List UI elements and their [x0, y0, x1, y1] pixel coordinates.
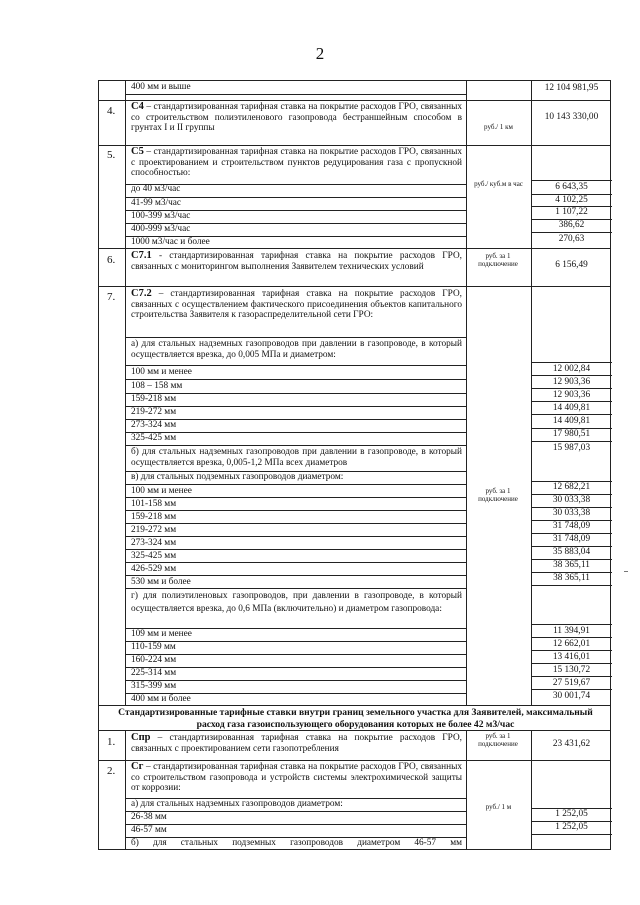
c72-line [125, 536, 466, 537]
c72-line [531, 375, 612, 376]
c72-c-value: 38 365,11 [553, 573, 590, 583]
c72-line [125, 406, 466, 407]
c72-c-value: 30 033,38 [552, 508, 591, 518]
c72-line [125, 419, 466, 420]
spr-text: – стандартизированная тарифная ставка на покрытие расходов ГРО, связанных с проектированием сети газопотребления [131, 733, 462, 754]
c72-d-value: 11 394,91 [553, 626, 590, 636]
c72-line [125, 379, 466, 380]
cg-unit: руб./ 1 м [485, 803, 512, 811]
c72-line [125, 680, 466, 681]
c4-text: – стандартизированная тарифная ставка на покрытие расходов ГРО, связанных со строительством полиэтиленового газопровода бестраншейным способом в грунтах I и II группы [131, 102, 462, 134]
c72-line [125, 575, 466, 576]
c5-line [531, 180, 612, 181]
c72-c-label: 273-324 мм [131, 538, 177, 548]
spr-number: 1. [107, 736, 116, 748]
c72-c-label: 100 мм и менее [131, 486, 192, 496]
c72-c-label: 426-529 мм [131, 564, 177, 574]
c72-c-label: 159-218 мм [131, 512, 177, 522]
cg-line [125, 824, 466, 825]
c72-sub-a: а) для стальных надземных газопроводов при давлении в газопроводе, в который осуществляется врезка, до 0,005 МПа и диаметром: [131, 339, 462, 360]
c72-line [531, 401, 612, 402]
c72-c-label: 530 мм и более [131, 577, 191, 587]
c72-c-label: 325-425 мм [131, 551, 177, 561]
c72-unit: руб. за 1 подключение [478, 487, 518, 503]
c72-a-label: 159-218 мм [131, 394, 177, 404]
c5-description [131, 147, 462, 179]
row-divider [99, 286, 610, 287]
c72-c-value: 35 883,04 [552, 547, 591, 557]
cg-line [531, 834, 612, 835]
c72-a-value: 12 903,36 [552, 390, 591, 400]
cg-line [125, 811, 466, 812]
c72-sub-d: г) для полиэтиленовых газопроводов, при давлении в газопроводе, в который осуществляется врезка, до 0,6 МПа (включительно) и диаметром газопровода: [131, 591, 462, 614]
c72-line [531, 388, 612, 389]
c72-c-value: 31 748,09 [552, 521, 591, 531]
c72-title: С7.2 [131, 288, 152, 299]
c72-c-value: 31 748,09 [552, 534, 591, 544]
row-divider [99, 145, 610, 146]
c72-d-value: 13 416,01 [552, 652, 591, 662]
c72-line [531, 676, 612, 677]
c72-d-value: 27 519,67 [552, 678, 591, 688]
c4-value: 10 143 330,00 [544, 112, 599, 122]
c5-number: 5. [107, 149, 116, 161]
margin-mark [624, 571, 628, 572]
c72-d-value: 30 001,74 [552, 691, 591, 701]
c72-a-value: 12 903,36 [552, 377, 591, 387]
c72-line [531, 441, 612, 442]
c72-d-label: 225-314 мм [131, 668, 177, 678]
c5-title: С5 [131, 146, 144, 157]
cg-number: 2. [107, 765, 116, 777]
spr-unit: руб. за 1 подключение [478, 732, 518, 748]
row-divider [99, 248, 610, 249]
section2-heading: Стандартизированные тарифные ставки внутри границ земельного участка для Заявителей, максимальный расход газа газоиспользующего оборудования которых не более 42 м3/час [118, 707, 593, 730]
c71-title: С7.1 [131, 250, 152, 261]
c72-sub-c: в) для стальных подземных газопроводов диаметром: [131, 472, 344, 482]
c5-line [531, 232, 612, 233]
c5-row-value: 386,62 [558, 220, 585, 230]
c72-b-value: 15 987,03 [552, 443, 591, 453]
c4-description [131, 102, 462, 134]
page-number: 2 [315, 44, 325, 63]
c72-d-label: 400 мм и более [131, 694, 191, 704]
cg-sub-a: а) для стальных надземных газопроводов диаметром: [131, 799, 343, 809]
c72-a-label: 325-425 мм [131, 433, 177, 443]
c72-d-label: 160-224 мм [131, 655, 177, 665]
c5-row-label: 41-99 м3/час [131, 198, 182, 208]
c71-unit: руб. за 1 подключение [478, 252, 518, 268]
c72-line [125, 523, 466, 524]
cg-a-label: 26-38 мм [131, 812, 167, 822]
c5-row-value: 6 643,35 [555, 182, 588, 192]
c72-line [125, 654, 466, 655]
c5-row-value: 4 102,25 [555, 195, 588, 205]
c72-c-value: 30 033,38 [552, 495, 591, 505]
c72-line [531, 637, 612, 638]
spr-description [131, 733, 462, 754]
c72-line [125, 641, 466, 642]
col-line-description [466, 81, 467, 849]
row-divider [99, 730, 610, 731]
c4-unit: руб./ 1 км [484, 123, 513, 131]
row-400mm-label: 400 мм и выше [131, 82, 191, 92]
c72-a-label: 273-324 мм [131, 420, 177, 430]
c72-line [125, 365, 466, 366]
c4-title: С4 [131, 101, 144, 112]
c72-line [531, 362, 612, 363]
row-divider [99, 760, 610, 761]
c72-line [125, 667, 466, 668]
tariff-table [98, 80, 611, 850]
c72-line [531, 624, 612, 625]
cg-a-label: 46-57 мм [131, 825, 167, 835]
c72-a-label: 100 мм и менее [131, 367, 192, 377]
c5-row-label: 400-999 м3/час [131, 224, 191, 234]
cg-description [131, 762, 462, 794]
c5-unit: руб./ куб.м в час [474, 180, 523, 188]
c72-line [125, 445, 466, 446]
c72-line [125, 432, 466, 433]
c72-line [125, 588, 466, 589]
c72-line [531, 414, 612, 415]
c5-row-value: 270,63 [558, 234, 585, 244]
c71-description [131, 251, 462, 272]
c72-d-label: 315-399 мм [131, 681, 177, 691]
c72-line [125, 393, 466, 394]
row-400mm-value: 12 104 981,95 [544, 83, 599, 93]
c71-number: 6. [107, 254, 116, 266]
cg-a-value: 1 252,05 [555, 809, 588, 819]
c72-description [131, 289, 462, 321]
c4-number: 4. [107, 105, 116, 117]
c72-line [125, 337, 466, 338]
row-400mm-inner-line [125, 94, 466, 95]
cg-sub-b: б) для стальных подземных газопроводов диаметром 46-57 мм [131, 838, 462, 848]
c72-c-value: 38 365,11 [553, 560, 590, 570]
c5-row-value: 1 107,22 [555, 207, 588, 217]
c72-line [125, 510, 466, 511]
c72-a-value: 12 002,84 [552, 364, 591, 374]
c72-d-label: 109 мм и менее [131, 629, 192, 639]
c72-line [125, 497, 466, 498]
c5-row-label: 1000 м3/час и более [131, 237, 210, 247]
c71-value: 6 156,49 [555, 260, 588, 270]
c72-a-label: 219-272 мм [131, 407, 177, 417]
c72-d-value: 12 662,01 [552, 639, 591, 649]
c72-c-value: 12 682,21 [552, 482, 591, 492]
c72-line [531, 689, 612, 690]
cg-a-value: 1 252,05 [555, 822, 588, 832]
c72-line [531, 585, 612, 586]
c72-line [125, 562, 466, 563]
c72-c-label: 219-272 мм [131, 525, 177, 535]
c72-line [125, 484, 466, 485]
c5-text: – стандартизированная тарифная ставка на покрытие расходов ГРО, связанных с проектированием и строительством пунктов редуцирования газа с пропускной способностью: [131, 147, 462, 179]
spr-value: 23 431,62 [552, 739, 591, 749]
c72-line [125, 549, 466, 550]
c71-text: - стандартизированная тарифная ставка на покрытие расходов ГРО, связанных с мониторингом выполнения Заявителем технических условий [131, 251, 462, 272]
c72-number: 7. [107, 291, 116, 303]
cg-text: – стандартизированная тарифная ставка на покрытие расходов ГРО, связанных со строительством газопровода и устройств системы электрохимической защиты от коррозии: [131, 762, 462, 794]
c72-a-value: 14 409,81 [552, 416, 591, 426]
c5-row-label: 100-399 м3/час [131, 211, 191, 221]
c5-row-label: до 40 м3/час [131, 184, 181, 194]
c72-a-label: 108 – 158 мм [131, 381, 183, 391]
cg-title: Сг [131, 761, 144, 772]
c72-a-value: 17 980,51 [552, 429, 591, 439]
c72-sub-b: б) для стальных надземных газопроводов при давлении в газопроводе, в который осуществляется врезка, 0,005-1,2 МПа всех диаметров [131, 447, 462, 468]
c72-line [531, 663, 612, 664]
c72-d-label: 110-159 мм [131, 642, 176, 652]
row-divider [99, 100, 610, 101]
c72-text: – стандартизированная тарифная ставка на покрытие расходов ГРО, связанных с осуществлением фактического присоединения объектов капитального строительства Заявителя к газораспределительной сети ГРО: [131, 289, 462, 321]
c72-line [531, 650, 612, 651]
c72-c-label: 101-158 мм [131, 499, 177, 509]
c72-d-value: 15 130,72 [552, 665, 591, 675]
c72-a-value: 14 409,81 [552, 403, 591, 413]
spr-title: Спр [131, 732, 151, 743]
